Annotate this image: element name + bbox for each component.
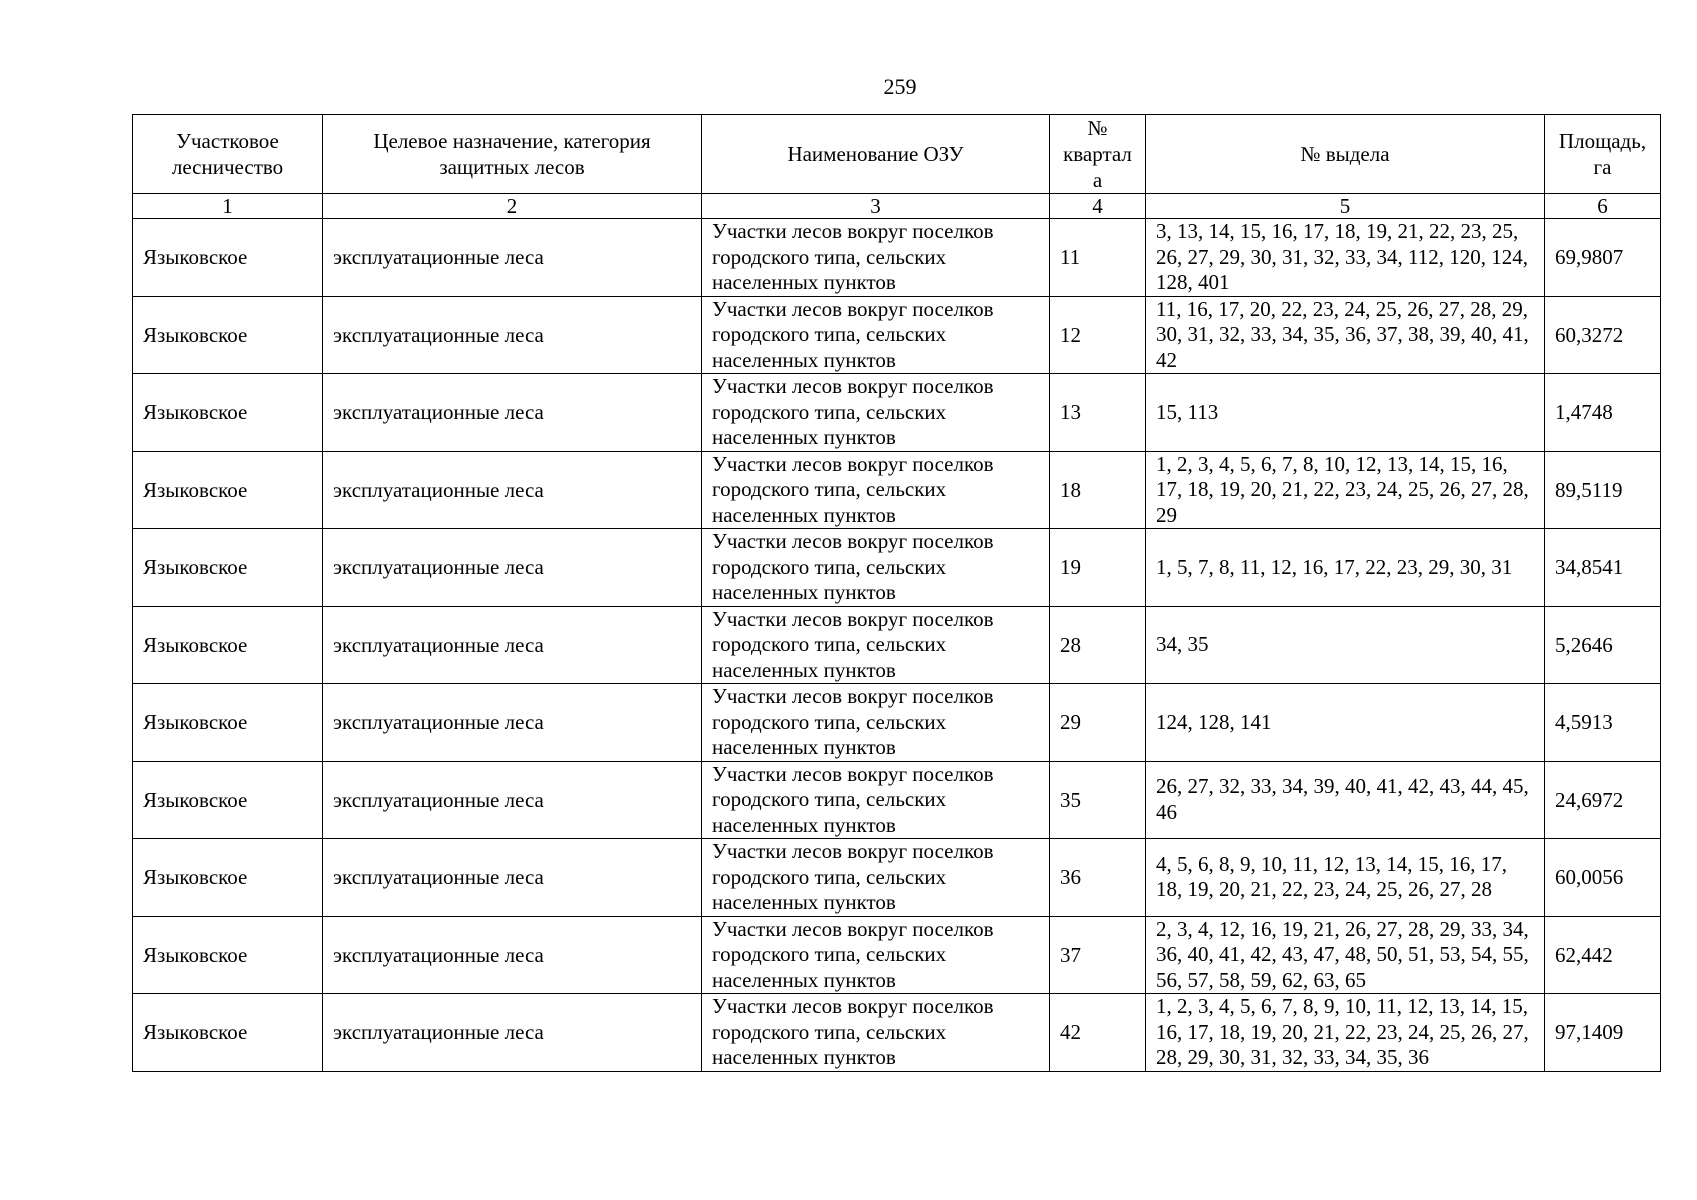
cell-naznachenie: эксплуатационные леса	[323, 761, 702, 839]
header-naznachenie: Целевое назначение, категория защитных лесов	[323, 115, 702, 194]
header-kvartal: № квартал а	[1050, 115, 1146, 194]
table-row	[133, 451, 1661, 529]
cell-naznachenie: эксплуатационные леса	[323, 916, 702, 994]
cell-kvartal: 12	[1050, 296, 1146, 374]
cell-ploshad: 24,6972	[1545, 761, 1661, 839]
cell-naznachenie: эксплуатационные леса	[323, 684, 702, 762]
table-row	[133, 529, 1661, 607]
cell-vydel: 3, 13, 14, 15, 16, 17, 18, 19, 21, 22, 23, 25, 26, 27, 29, 30, 31, 32, 33, 34, 112, 120, 124, 128, 401	[1146, 219, 1545, 297]
header-vydel: № выдела	[1146, 115, 1545, 194]
cell-lesnichestvo: Языковское	[133, 684, 323, 762]
header-ozu: Наименование ОЗУ	[702, 115, 1050, 194]
cell-ozu: Участки лесов вокруг поселков городского типа, сельских населенных пунктов	[702, 761, 1050, 839]
column-number: 5	[1146, 194, 1545, 219]
cell-vydel: 1, 2, 3, 4, 5, 6, 7, 8, 9, 10, 11, 12, 13, 14, 15, 16, 17, 18, 19, 20, 21, 22, 23, 24, 25, 26, 27, 28, 29, 30, 31, 32, 33, 34, 35, 36	[1146, 994, 1545, 1072]
cell-ozu: Участки лесов вокруг поселков городского типа, сельских населенных пунктов	[702, 219, 1050, 297]
cell-vydel: 1, 5, 7, 8, 11, 12, 16, 17, 22, 23, 29, 30, 31	[1146, 529, 1545, 607]
cell-ploshad: 34,8541	[1545, 529, 1661, 607]
cell-ploshad: 89,5119	[1545, 451, 1661, 529]
cell-ploshad: 69,9807	[1545, 219, 1661, 297]
cell-kvartal: 37	[1050, 916, 1146, 994]
forest-areas-table	[132, 114, 1661, 1072]
cell-ploshad: 4,5913	[1545, 684, 1661, 762]
cell-lesnichestvo: Языковское	[133, 916, 323, 994]
cell-kvartal: 28	[1050, 606, 1146, 684]
cell-kvartal: 19	[1050, 529, 1146, 607]
cell-ozu: Участки лесов вокруг поселков городского типа, сельских населенных пунктов	[702, 529, 1050, 607]
cell-lesnichestvo: Языковское	[133, 374, 323, 452]
cell-kvartal: 42	[1050, 994, 1146, 1072]
cell-ozu: Участки лесов вокруг поселков городского типа, сельских населенных пунктов	[702, 916, 1050, 994]
column-number: 6	[1545, 194, 1661, 219]
cell-ploshad: 5,2646	[1545, 606, 1661, 684]
cell-ploshad: 97,1409	[1545, 994, 1661, 1072]
cell-kvartal: 11	[1050, 219, 1146, 297]
cell-lesnichestvo: Языковское	[133, 529, 323, 607]
cell-naznachenie: эксплуатационные леса	[323, 839, 702, 917]
header-ploshad: Площадь, га	[1545, 115, 1661, 194]
cell-naznachenie: эксплуатационные леса	[323, 994, 702, 1072]
table-row	[133, 606, 1661, 684]
table-row	[133, 374, 1661, 452]
column-number: 4	[1050, 194, 1146, 219]
cell-lesnichestvo: Языковское	[133, 994, 323, 1072]
cell-ozu: Участки лесов вокруг поселков городского типа, сельских населенных пунктов	[702, 374, 1050, 452]
page-number: 259	[883, 74, 917, 99]
table-row	[133, 296, 1661, 374]
cell-ozu: Участки лесов вокруг поселков городского типа, сельских населенных пунктов	[702, 994, 1050, 1072]
cell-lesnichestvo: Языковское	[133, 606, 323, 684]
table-row	[133, 839, 1661, 917]
cell-ozu: Участки лесов вокруг поселков городского типа, сельских населенных пунктов	[702, 451, 1050, 529]
cell-vydel: 124, 128, 141	[1146, 684, 1545, 762]
cell-lesnichestvo: Языковское	[133, 296, 323, 374]
cell-ploshad: 60,0056	[1545, 839, 1661, 917]
header-lesnichestvo: Участковое лесничество	[133, 115, 323, 194]
cell-ozu: Участки лесов вокруг поселков городского типа, сельских населенных пунктов	[702, 606, 1050, 684]
cell-vydel: 11, 16, 17, 20, 22, 23, 24, 25, 26, 27, 28, 29, 30, 31, 32, 33, 34, 35, 36, 37, 38, 39, 40, 41, 42	[1146, 296, 1545, 374]
cell-ploshad: 62,442	[1545, 916, 1661, 994]
cell-vydel: 26, 27, 32, 33, 34, 39, 40, 41, 42, 43, 44, 45, 46	[1146, 761, 1545, 839]
cell-ploshad: 1,4748	[1545, 374, 1661, 452]
table-row	[133, 916, 1661, 994]
cell-kvartal: 35	[1050, 761, 1146, 839]
cell-naznachenie: эксплуатационные леса	[323, 451, 702, 529]
cell-vydel: 34, 35	[1146, 606, 1545, 684]
table-row	[133, 684, 1661, 762]
header-row	[133, 115, 1661, 194]
cell-naznachenie: эксплуатационные леса	[323, 296, 702, 374]
column-number: 1	[133, 194, 323, 219]
cell-lesnichestvo: Языковское	[133, 761, 323, 839]
cell-ploshad: 60,3272	[1545, 296, 1661, 374]
cell-vydel: 2, 3, 4, 12, 16, 19, 21, 26, 27, 28, 29, 33, 34, 36, 40, 41, 42, 43, 47, 48, 50, 51, 53, 54, 55, 56, 57, 58, 59, 62, 63, 65	[1146, 916, 1545, 994]
cell-ozu: Участки лесов вокруг поселков городского типа, сельских населенных пунктов	[702, 296, 1050, 374]
cell-lesnichestvo: Языковское	[133, 219, 323, 297]
table-row	[133, 219, 1661, 297]
cell-naznachenie: эксплуатационные леса	[323, 374, 702, 452]
cell-lesnichestvo: Языковское	[133, 839, 323, 917]
table-row	[133, 994, 1661, 1072]
column-number: 3	[702, 194, 1050, 219]
cell-vydel: 4, 5, 6, 8, 9, 10, 11, 12, 13, 14, 15, 16, 17, 18, 19, 20, 21, 22, 23, 24, 25, 26, 27, 28	[1146, 839, 1545, 917]
table-row	[133, 761, 1661, 839]
cell-naznachenie: эксплуатационные леса	[323, 529, 702, 607]
cell-vydel: 1, 2, 3, 4, 5, 6, 7, 8, 10, 12, 13, 14, 15, 16, 17, 18, 19, 20, 21, 22, 23, 24, 25, 26, 27, 28, 29	[1146, 451, 1545, 529]
cell-naznachenie: эксплуатационные леса	[323, 606, 702, 684]
cell-ozu: Участки лесов вокруг поселков городского типа, сельских населенных пунктов	[702, 684, 1050, 762]
cell-kvartal: 29	[1050, 684, 1146, 762]
column-number: 2	[323, 194, 702, 219]
cell-vydel: 15, 113	[1146, 374, 1545, 452]
cell-kvartal: 18	[1050, 451, 1146, 529]
cell-kvartal: 13	[1050, 374, 1146, 452]
column-number-row	[133, 194, 1661, 219]
cell-lesnichestvo: Языковское	[133, 451, 323, 529]
cell-ozu: Участки лесов вокруг поселков городского типа, сельских населенных пунктов	[702, 839, 1050, 917]
cell-kvartal: 36	[1050, 839, 1146, 917]
cell-naznachenie: эксплуатационные леса	[323, 219, 702, 297]
